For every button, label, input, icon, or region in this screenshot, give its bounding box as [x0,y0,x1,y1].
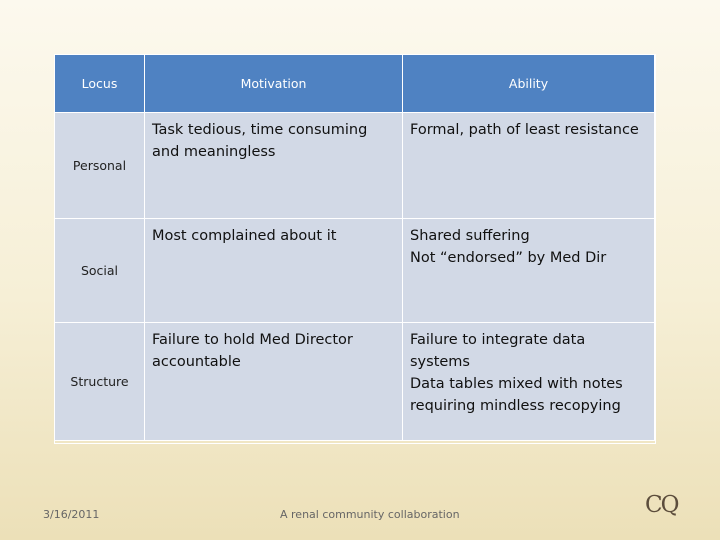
cell-personal-ability [403,113,655,219]
cell-personal-motivation [145,113,403,219]
cell-structure-motivation [145,323,403,441]
cell-line: accountable [152,354,241,370]
cell-line: Data tables mixed with notes [410,376,623,392]
cq-logo: CQ [645,492,678,518]
cell-line: Formal, path of least resistance [410,122,639,138]
cell-line: requiring mindless recopying [410,398,621,414]
header-motivation: Motivation [145,55,403,113]
row-label-personal: Personal [55,113,145,219]
header-locus: Locus [55,55,145,113]
cell-line: Most complained about it [152,228,337,244]
footer-date: 3/16/2011 [43,508,100,521]
cell-line: Failure to hold Med Director [152,332,353,348]
cell-line: Shared suffering [410,228,530,244]
cell-structure-ability [403,323,655,441]
cell-line: and meaningless [152,144,276,160]
cell-social-ability [403,219,655,323]
row-label-social: Social [55,219,145,323]
header-ability: Ability [403,55,655,113]
locus-table [54,54,656,444]
cell-line: Failure to integrate data [410,332,586,348]
cell-line: Task tedious, time consuming [152,122,368,138]
row-label-structure: Structure [55,323,145,441]
cell-social-motivation [145,219,403,323]
cell-line: Not “endorsed” by Med Dir [410,250,607,266]
footer-caption: A renal community collaboration [280,508,460,521]
cell-line: systems [410,354,470,370]
